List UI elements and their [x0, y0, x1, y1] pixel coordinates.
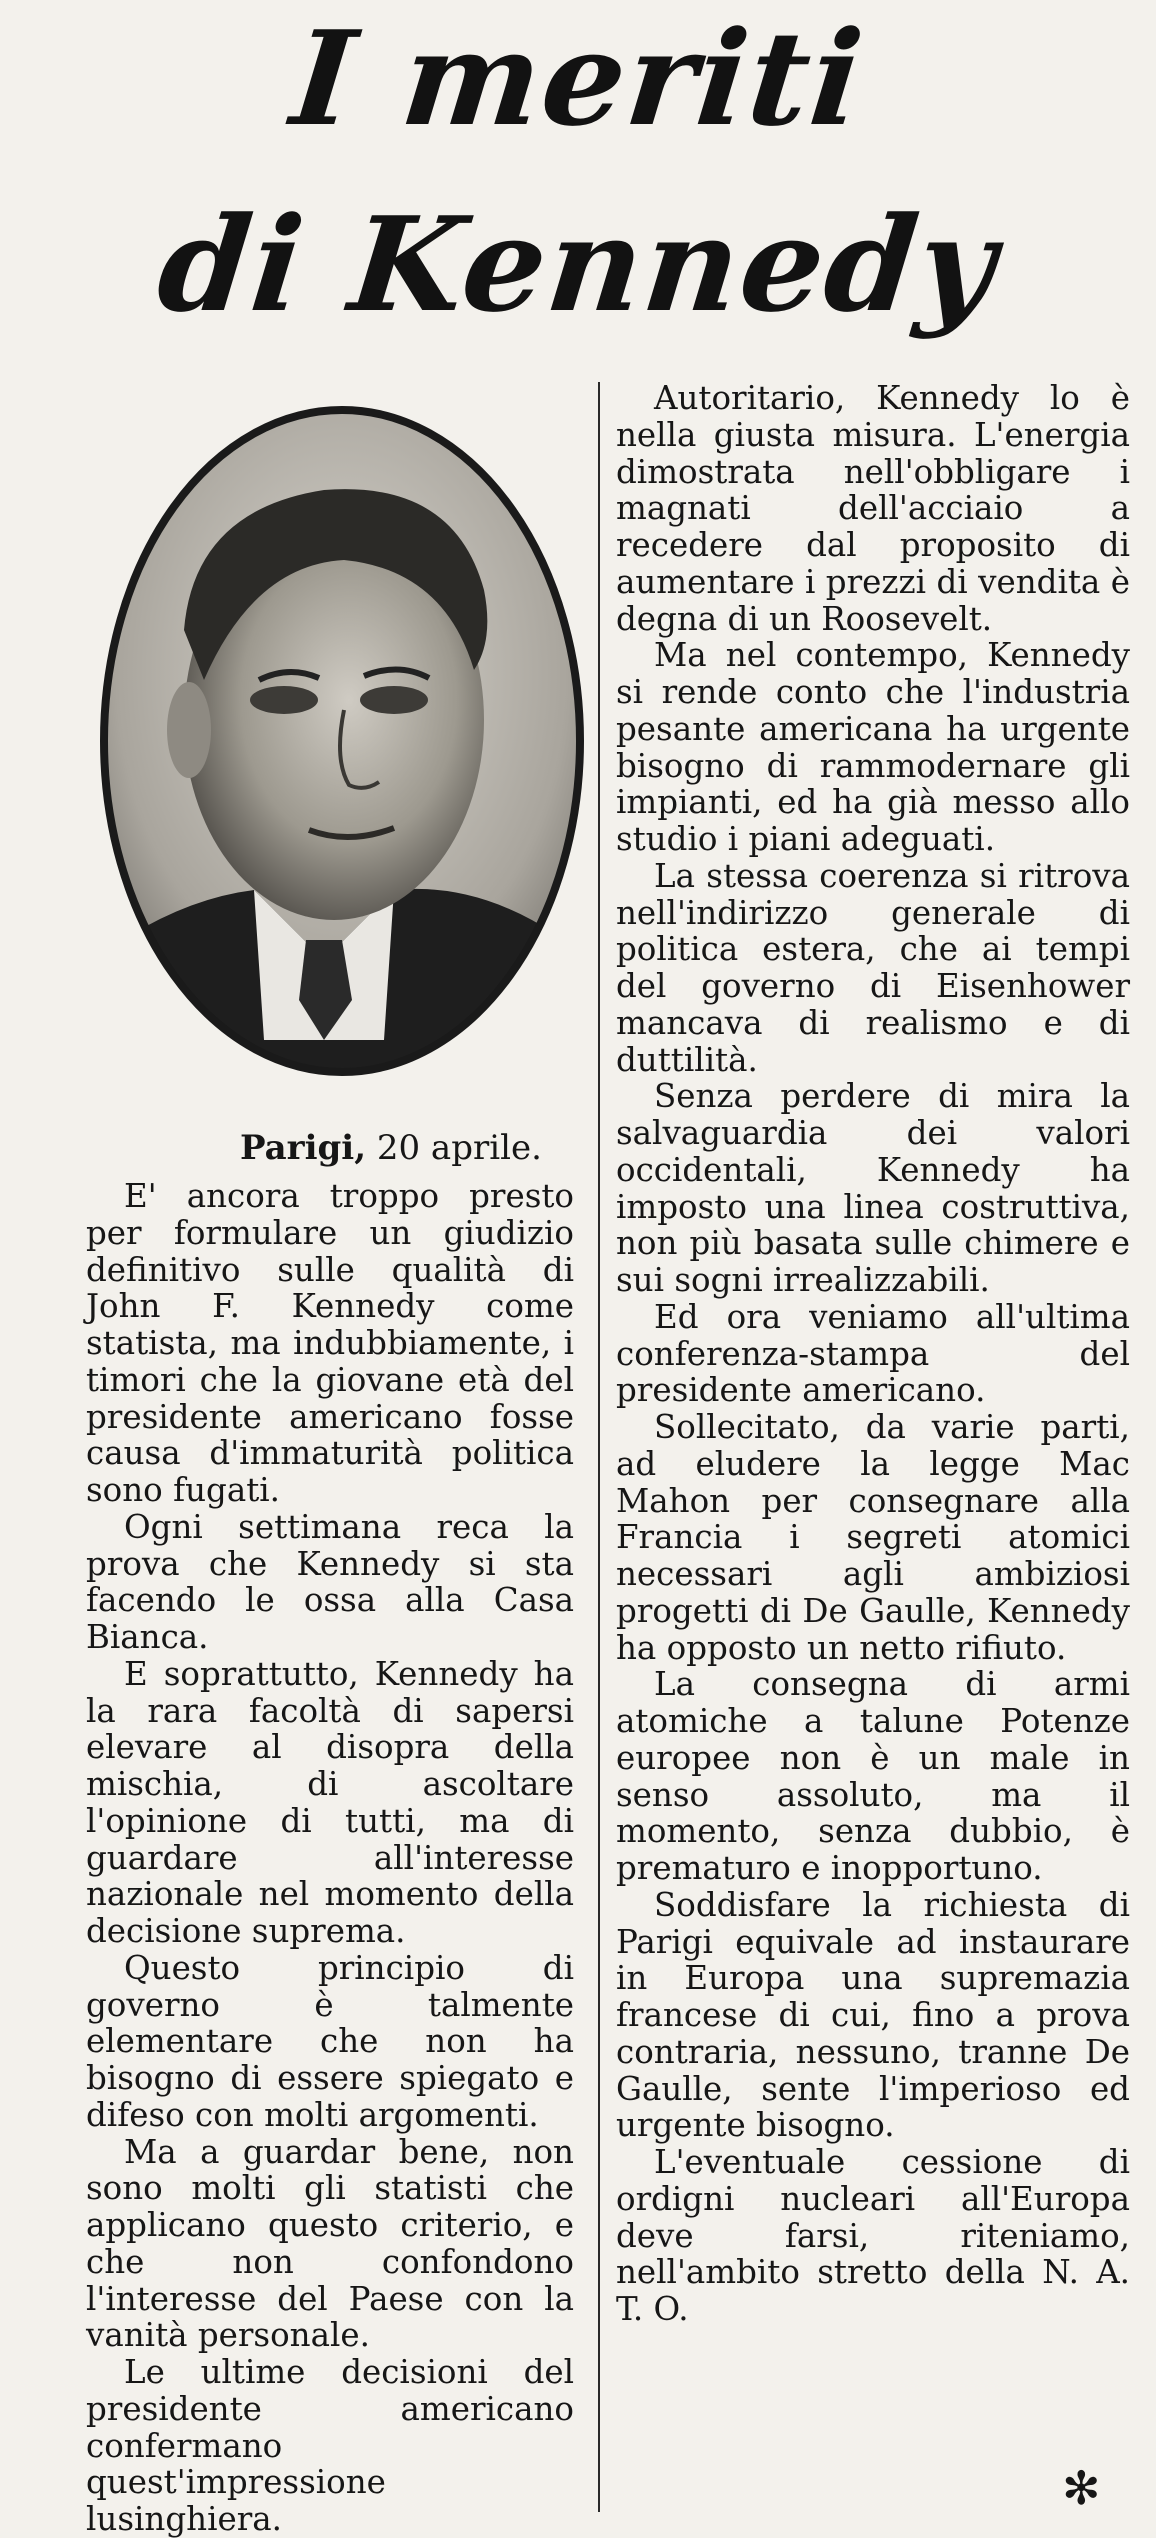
headline-line-2: di Kennedy	[151, 188, 1005, 341]
end-mark-icon: ✻	[1062, 2461, 1101, 2515]
column-rule	[598, 382, 600, 2512]
dateline-place: Parigi,	[240, 1128, 367, 1168]
paragraph: E soprattutto, Kennedy ha la rara facoltà di sapersi elevare al disopra della mischia, di ascoltare l'opinione di tutti, ma di guardare all'interesse nazionale nel momento della decisione suprema.	[86, 1654, 574, 1950]
paragraph: Ed ora veniamo all'ultima conferenza-stampa del presidente americano.	[616, 1297, 1130, 1410]
paragraph: Soddisfare la richiesta di Parigi equivale ad instaurare in Europa una supremazia francese di cui, fino a prova contraria, nessuno, tranne De Gaulle, sente l'imperioso ed urgente bisogno.	[616, 1885, 1130, 2145]
paragraph: L'eventuale cessione di ordigni nucleari all'Europa deve farsi, riteniamo, nell'ambito stretto della N. A. T. O.	[616, 2143, 1130, 2328]
paragraph: E' ancora troppo presto per formulare un giudizio definitivo sulle qualità di John F. Kennedy come statista, ma indubbiamente, i timori che la giovane età del presidente americano fosse causa d'immaturità politica sono fugati.	[86, 1177, 574, 1509]
paragraph: La consegna di armi atomiche a talune Potenze europee non è un male in senso assoluto, ma il momento, senza dubbio, è prematuro e inopportuno.	[616, 1665, 1130, 1887]
portrait-photo	[94, 400, 590, 1083]
dateline	[240, 1128, 570, 1168]
portrait-icon	[94, 400, 590, 1083]
paragraph: Ma nel contempo, Kennedy si rende conto che l'industria pesante americana ha urgente bisogno di rammodernare gli impianti, ed ha già messo allo studio i piani adeguati.	[616, 636, 1130, 858]
paragraph: Sollecitato, da varie parti, ad eludere la legge Mac Mahon per consegnare alla Francia i segreti atomici necessari agli ambiziosi progetti di De Gaulle, Kennedy ha opposto un netto rifiuto.	[616, 1408, 1130, 1667]
paragraph: Ogni settimana reca la prova che Kennedy si sta facendo le ossa alla Casa Bianca.	[86, 1507, 574, 1656]
paragraph: Autoritario, Kennedy lo è nella giusta misura. L'energia dimostrata nell'obbligare i magnati dell'acciaio a recedere dal proposito di aumentare i prezzi di vendita è degna di un Roosevelt.	[616, 379, 1130, 638]
paragraph: Le ultime decisioni del presidente americano confermano quest'impressione lusinghiera.	[86, 2353, 574, 2538]
headline-line-1: I meriti	[285, 2, 871, 155]
paragraph: Questo principio di governo è talmente elementare che non ha bisogno di essere spiegato e difeso con molti argomenti.	[86, 1948, 574, 2134]
paragraph: Senza perdere di mira la salvaguardia dei valori occidentali, Kennedy ha imposto una linea costruttiva, non più basata sulle chimere e sui sogni irrealizzabili.	[616, 1077, 1130, 1299]
paragraph: La stessa coerenza si ritrova nell'indirizzo generale di politica estera, che ai tempi del governo di Eisenhower mancava di realismo e di duttilità.	[616, 856, 1130, 1079]
paragraph: Ma a guardar bene, non sono molti gli statisti che applicano questo criterio, e che non confondono l'interesse del Paese con la vanità personale.	[86, 2132, 574, 2355]
left-column	[86, 1178, 574, 2538]
dateline-date: 20 aprile.	[376, 1128, 542, 1168]
right-column	[616, 380, 1130, 2328]
